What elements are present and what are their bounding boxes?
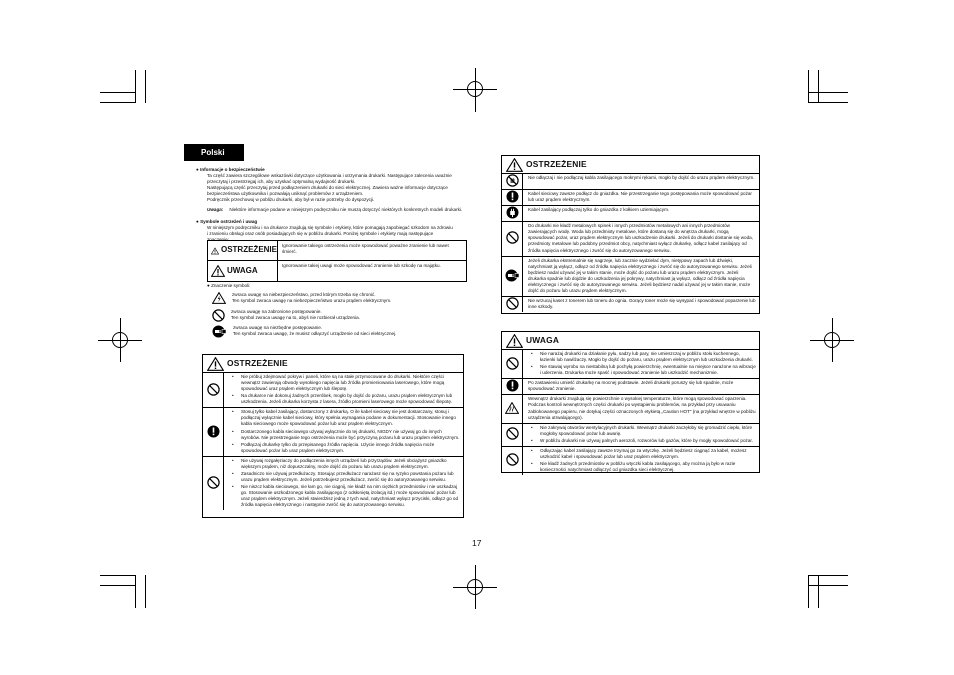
prohibition-icon xyxy=(506,297,519,312)
bullet-item: • Nie stawiaj wyrobu na niestabilną lub pochyłą powierzchnię, ewentualnie na miejsce narażone na wibracje i uderzenia. Drukarka może spaść i spowodować zranienie lub uszkodzić mechanizmie. xyxy=(528,364,756,376)
prohibition-icon xyxy=(506,231,519,246)
row-text: Po zastawieniu umieść drukarkę na mocnej podstawie. Jeżeli drukarki poruszy się lub spadnie, może spowodować zranienie. xyxy=(528,380,734,392)
row-text: Kabel sieciowy zawsze podłącz do gniazdka. Nie przestrzeganie tego postępowania może spowodować pożar lub uraz prądem elektrycznym. xyxy=(528,191,752,203)
table-row xyxy=(502,174,759,190)
symbol-legend-item xyxy=(212,309,360,324)
left-warning-box xyxy=(202,354,464,518)
row-text: Nie wrzucaj kaset z tonerem lub toneru do ognia. Gorący toner może się wysypać i spowodować poparzenie lub inne szkody. xyxy=(528,297,756,309)
row-text: Kabel zasilający podłączaj tylko do gniazdka z kołkiem uziemiającym. xyxy=(528,207,670,213)
page-number: 17 xyxy=(472,538,482,548)
legend-warning-head: OSTRZEŻENIE xyxy=(208,241,278,260)
prohibition-icon xyxy=(207,383,220,398)
right-caution-box xyxy=(501,331,760,473)
caution-triangle-icon xyxy=(212,292,226,306)
body-line: przeczytaj i przestrzegaj ich, aby uzyskać optymalną wydajność drukarki. xyxy=(207,179,356,185)
bullet-item: • Nie zakrywaj otworów wentylacyjnych drukarki. Wewnątrz drukarki zaczęłoby się gromadzić ciepło, które mogłoby spowodować pożar lub awarię. xyxy=(528,425,756,437)
bullet-item: • Na drukarce nie dokonuj żadnych przeróbek, mogło by dojść do pożaru, urazu prądem elektrycznym lub uszkodzenia. Jeżeli drukarka korzysta z lasera, źródło promieni laserowego może spowodować ślepotę. xyxy=(229,393,460,405)
bullet-item: • Nie kładź żadnych przedmiotów w pobliżu wtyczki kabla zasilającego, aby można ją było w razie konieczności natychmiast odłączyć od gniazdka sieci elektrycznej. xyxy=(528,461,756,473)
symbols-heading: Symbole ostrzeżeń i uwag xyxy=(200,219,258,224)
prohibition-icon xyxy=(212,309,225,324)
exclamation-icon xyxy=(207,425,220,440)
bullet-item: • Nie narażaj drukarki na działanie pyłu, sadzy lub pary, nie umieszczaj w pobliżu stołu kuchennego, łazienki lub nawilżaczy. Mogło by dojść do pożaru, urazu prądem elektrycznym lub uszkodzenia drukarki. xyxy=(528,351,756,363)
symbol-legend-line2: Ten symbol zwraca uwagę na to, abyś nie rozbierał urządzenia. xyxy=(231,315,360,321)
right-warning-box xyxy=(501,155,760,314)
bullet-item: • W pobliżu drukarki nie używaj palnych aerozoli, rozworów lub gazów, które by mogły spowodować pożar. xyxy=(528,438,756,444)
safety-info-section: ● Informacje o bezpieczeństwie Ta część zawiera szczegółowe wskazówki dotyczące użytkowania i utrzymania drukarki. Następujące zalecenia uważnie przeczytaj i przestrzegaj ich, aby uzyskać optymalną wydajność drukarki. Następującą część przeczytaj przed podłączeniem drukarki do sieci elektrycznej. Zawiera ważne informacje dotyczące bezpieczeństwa użytkownika i pozwalają uniknąć problemów z urządzeniem. Podręcznik przechowuj w pobliżu drukarki, aby był w razie potrzeby do dyspozycji. Uwaga: Niektóre informacje podane w niniejszym podręczniku nie muszą dotyczyć niektórych konkretnych modeli drukarki. xyxy=(196,167,468,213)
prohibition-icon xyxy=(506,357,519,372)
warning-triangle-icon xyxy=(506,158,523,172)
symbol-legend-line1: zwraca uwagę na zabronione postępowanie. xyxy=(231,309,322,314)
right-caution-header: UWAGA xyxy=(502,332,759,350)
symbol-legend-line1: zwraca uwagę na niebezpieczeństwo, przed którym trzeba się chronić. xyxy=(232,292,376,297)
row-text: Do drukarki nie kładź metalowych spinek i innych przedmiotów metalowych ani innych przedmiotów zawierających wodę. Woda lub przedmioty metalowe, które dostaną się do wnętrza drukarki, mogą spowodować pożar, uraz prądem elektrycznym lub uszkodzenie drukarki. Jeżeli do drukarki dostanie się woda, przedmioty metalowe lub podobny przedmiot obcy, natychmiast wyłącz drukarkę, odłącz kabel zasilający od źródła napięcia elektrycznego i zwróć się do autoryzowanego serwisu. xyxy=(528,223,753,253)
table-row xyxy=(502,222,759,256)
table-row xyxy=(502,297,759,312)
body-line: znaczenie: xyxy=(207,237,229,243)
table-row xyxy=(502,424,759,447)
bullet-item: • Podłączaj drukarkę tylko do przepisanego źródła napięcia. Użycie innego źródła napięcia może spowodować pożar lub uraz prądem elektrycznym. xyxy=(229,442,460,454)
warning-triangle-icon xyxy=(207,357,224,371)
bullet-item: • Nie próbuj zdejmować pokryw i paneli, które są na stałe przymocowane do drukarki. Niektóre części wewnątrz zawierają obwody wysokiego napięcia lub źródła promieniowania laserowego, które mogą spowodować uraz prądem elektrycznym lub ślepotę. xyxy=(229,374,460,392)
caution-triangle-icon xyxy=(506,334,523,348)
table-row xyxy=(203,373,463,408)
table-row xyxy=(502,395,759,423)
symbol-legend-line2: Ten symbol zwraca uwagę na niebezpieczeństwo urazu prądem elektrycznym. xyxy=(232,298,392,304)
safety-info-body xyxy=(196,173,468,203)
bullet-item: • Nie używaj rozgałęziaczy do podłączenia innych urządzeń lub przyrządów. Jeżeli obciążysz gniazdko większym prądem, niż dopuszczalny, może dojść do pożaru lub urazu prądem elektrycznym. xyxy=(229,458,460,470)
hot-surface-icon xyxy=(505,402,519,416)
row-text: Wewnątrz drukarki znajdują się powierzchnie o wysokiej temperaturze, które mogą spowodować oparzenia. Podczas kontroli wewnętrznych części drukarki po wystąpieniu problemów, na przykład przy usuwaniu zablokowanego papieru, nie dotykaj części oznaczonych etykietą „Caution HOT” (na przykład wnętrze w pobliżu urządzenia utrwalającego). xyxy=(528,396,756,420)
unplug-icon xyxy=(212,325,227,340)
plug-icon xyxy=(506,206,519,221)
symbol-legend-item xyxy=(212,325,396,340)
body-line: bezpieczeństwa użytkownika i pozwalają uniknąć problemów z urządzeniem. xyxy=(207,191,364,197)
signal-word-legend xyxy=(207,240,467,282)
right-caution-rows xyxy=(502,350,759,475)
table-row xyxy=(502,350,759,379)
exclamation-icon xyxy=(506,190,519,205)
bullet-item: • Odłączając kabel zasilający zawsze trzymaj go za wtyczkę. Jeżeli będziesz ciągnąć za kabel, możesz uszkodzić kabel i spowodować pożar lub uraz prądem elektrycznym. xyxy=(528,448,756,460)
prohibition-icon xyxy=(506,427,519,442)
bullet-item: • Nie niszcz kabla sieciowego, nie łam go, nie ciągnij, nie kładź na nim ciężkich przedmiotów i nie uszkadzaj go. Stosowanie uszkodzonego kabla zasilającego (z odsłoniętą izolacją itd.) może spowodować pożar lub uraz prądem elektrycznym. Jeżeli stwierdzisz jedną z tych wad, natychmiast wyłącz przyciski, odłącz go od źródła napięcia elektrycznego i następnie zwróć się do autoryzowanego serwisu. xyxy=(229,484,460,508)
body-line: Podręcznik przechowuj w pobliżu drukarki, aby był w razie potrzeby do dyspozycji. xyxy=(207,197,375,203)
bullet-item: • Dostarczonego kabla sieciowego używaj wyłącznie do tej drukarki, NIGDY nie używaj go do innych wyrobów. Nie przestrzeganie tego ostrzeżenia może być przyczyną pożaru lub urazu prądem elektrycznym. xyxy=(229,429,460,441)
table-row xyxy=(502,379,759,395)
symbol-legend-intro: ● Znaczenie symboli: xyxy=(207,283,251,288)
body-line: Ta część zawiera szczegółowe wskazówki dotyczące użytkowania i utrzymania drukarki. Następujące zalecenia uważnie xyxy=(207,173,452,179)
warning-triangle-icon xyxy=(211,245,219,257)
symbol-legend-line2: Ten symbol zwraca uwagę, że musisz odłączyć urządzenie od sieci elektrycznej. xyxy=(233,331,397,337)
wet-hand-prohibited-icon xyxy=(506,174,519,189)
legend-warning-desc: Ignorowanie takiego ostrzeżenia może spowodować poważne zranienie lub nawet śmierć. xyxy=(282,243,449,255)
language-tab: Polski xyxy=(184,144,244,161)
table-row xyxy=(203,408,463,456)
row-text: Nie odłączaj i nie podłączaj kabla zasilającego mokrymi rękami, mogło by dojść do urazu prądem elektrycznym. xyxy=(528,175,755,180)
left-warning-header: OSTRZEŻENIE xyxy=(203,355,463,373)
right-warning-header: OSTRZEŻENIE xyxy=(502,156,759,174)
safety-info-heading: Informacje o bezpieczeństwie xyxy=(200,167,265,172)
body-line: i zranieniu obsługi oraz osób posiadających się w pobliżu drukarki. Poniżej symbole i etykiety mają następujące xyxy=(207,231,434,237)
row-text: Jeżeli drukarka ekstremalnie się nagrzeje, lub zacznie wydzielać dym, nietypowy zapach lub dźwięki, natychmiast ją wyłącz, odłącz od źródła napięcia elektrycznego i zwróć się do autoryzowanego serwisu. Jeżeli będziesz nadal używać jej w takim stanie, może dojść do pożaru lub urazu prądem elektrycznym. Jeżeli drukarka spadnie lub dojdzie do uszkodzenia jej pokrywy, natychmiast ją wyłącz, odłącz od źródła napięcia elektrycznego i zwróć się do autoryzowanego serwisu. Jeżeli będziesz nadal używać jej w takim stanie, może dojść do pożaru lub urazu prądem elektrycznym. xyxy=(528,257,752,293)
symbol-legend-line1: zwraca uwagę na niezbędne postępowanie. xyxy=(233,325,323,330)
table-row xyxy=(502,447,759,475)
unplug-icon xyxy=(505,269,520,284)
body-line: W niniejszym podręczniku i na drukarce znajdują się symbole i etykiety, które pomagają zapobiegać szkodom na zdrowiu xyxy=(207,225,453,231)
symbol-legend-item xyxy=(212,292,391,306)
legend-caution-desc: Ignorowanie takiej uwagi może spowodować zranienie lub szkodę na majątku. xyxy=(282,263,441,268)
prohibition-icon xyxy=(506,453,519,468)
exclamation-icon xyxy=(506,379,519,394)
symbols-section: ● Symbole ostrzeżeń i uwag W niniejszym podręczniku i na drukarce znajdują się symbole i etykiety, które pomagają zapobiegać szkodom na zdrowiu i zranieniu obsługi oraz osób posiadających się w pobliżu drukarki. Poniżej symbole i etykiety mają następujące znaczenie: xyxy=(196,219,468,243)
bullet-item: • Stosuj tylko kabel zasilający, dostarczony z drukarką. O ile kabel sieciowy nie jest dostarczany, stosuj i podłączaj wyłącznie kabel sieciowy, który spełnia wymagania podane w dokumentacji. Stosowanie innego kabla sieciowego może spowodować pożar lub uraz prądem elektrycznym. xyxy=(229,409,460,427)
legend-caution-head: UWAGA xyxy=(208,261,278,281)
bullet-item: • Zasadniczo nie używaj przedłużaczy. Stosując przedłużacz narażasz się na ryzyko powstania pożaru lub urazu prądem elektrycznym. Jeżeli potrzebujesz przedłużacz, zwróć się do autoryzowanego serwisu. xyxy=(229,471,460,483)
prohibition-icon xyxy=(207,476,220,491)
table-row xyxy=(502,257,759,297)
table-row xyxy=(502,190,759,206)
right-warning-rows xyxy=(502,174,759,312)
caution-triangle-icon xyxy=(211,265,225,277)
table-row xyxy=(502,206,759,222)
safety-note: Uwaga: Niektóre informacje podane w niniejszym podręczniku nie muszą dotyczyć niektórych konkretnych modeli drukarki. xyxy=(207,207,463,213)
table-row xyxy=(203,457,463,511)
left-warning-rows xyxy=(203,373,463,510)
body-line: Następującą część przeczytaj przed podłączeniem drukarki do sieci elektrycznej. Zawiera ważne informacje dotyczące xyxy=(207,185,448,191)
